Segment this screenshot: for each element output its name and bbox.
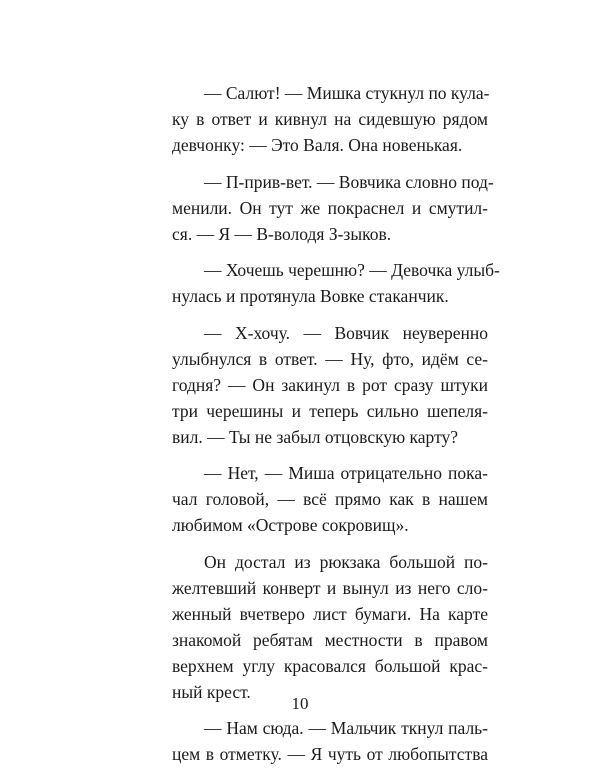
text-line: годня? — Он закинул в рот сразу штуки bbox=[172, 374, 488, 395]
text-line: — П-прив-вет. — Вовчика словно под- bbox=[204, 171, 494, 192]
text-line: три черешины и теперь сильно шепеля- bbox=[172, 400, 488, 421]
text-line: желтевший конверт и вынул из него сло- bbox=[172, 577, 488, 598]
text-line: любимом «Острове сокровищ». bbox=[172, 515, 409, 535]
text-line: цем в отметку. — Я чуть от любопытства bbox=[172, 744, 488, 764]
text-line: ку в ответ и кивнул на сидевшую рядом bbox=[172, 109, 488, 129]
text-block bbox=[172, 80, 500, 778]
text-line: женный вчетверо лист бумаги. На карте bbox=[172, 603, 488, 624]
text-line: менили. Он тут же покраснел и смутил- bbox=[172, 197, 488, 218]
text-line: Он достал из рюкзака большой по- bbox=[204, 551, 488, 572]
text-line: знакомой ребятам местности в правом bbox=[172, 629, 488, 650]
text-line: верхнем углу красовался большой крас- bbox=[172, 655, 488, 676]
paragraph bbox=[172, 80, 488, 158]
text-line: — Хочешь черешню? — Девочка улыб- bbox=[204, 260, 500, 280]
paragraph bbox=[172, 460, 488, 538]
page-number: 10 bbox=[291, 694, 309, 713]
paragraph bbox=[172, 320, 488, 450]
text-line: вил. — Ты не забыл отцовскую карту? bbox=[172, 426, 459, 447]
text-line: девчонку: — Это Валя. Она новенькая. bbox=[172, 135, 463, 155]
paragraph bbox=[172, 169, 494, 247]
text-line: — Х-хочу. — Вовчик неуверенно bbox=[204, 322, 488, 343]
text-line: улыбнулся в ответ. — Ну, фто, идём се- bbox=[172, 348, 488, 369]
text-line: — Нет, — Миша отрицательно пока- bbox=[204, 463, 488, 483]
paragraph bbox=[172, 549, 488, 705]
text-line: ся. — Я — В-володя З-зыков. bbox=[172, 223, 392, 244]
text-line: ный крест. bbox=[172, 681, 251, 702]
text-line: — Нам сюда. — Мальчик ткнул паль- bbox=[204, 718, 488, 738]
text-line: — Салют! — Мишка стукнул по кула- bbox=[204, 83, 490, 103]
paragraph bbox=[172, 715, 488, 767]
paragraph bbox=[172, 257, 500, 309]
text-line: нулась и протянула Вовке стаканчик. bbox=[172, 286, 449, 306]
text-line: чал головой, — всё прямо как в нашем bbox=[172, 489, 488, 509]
